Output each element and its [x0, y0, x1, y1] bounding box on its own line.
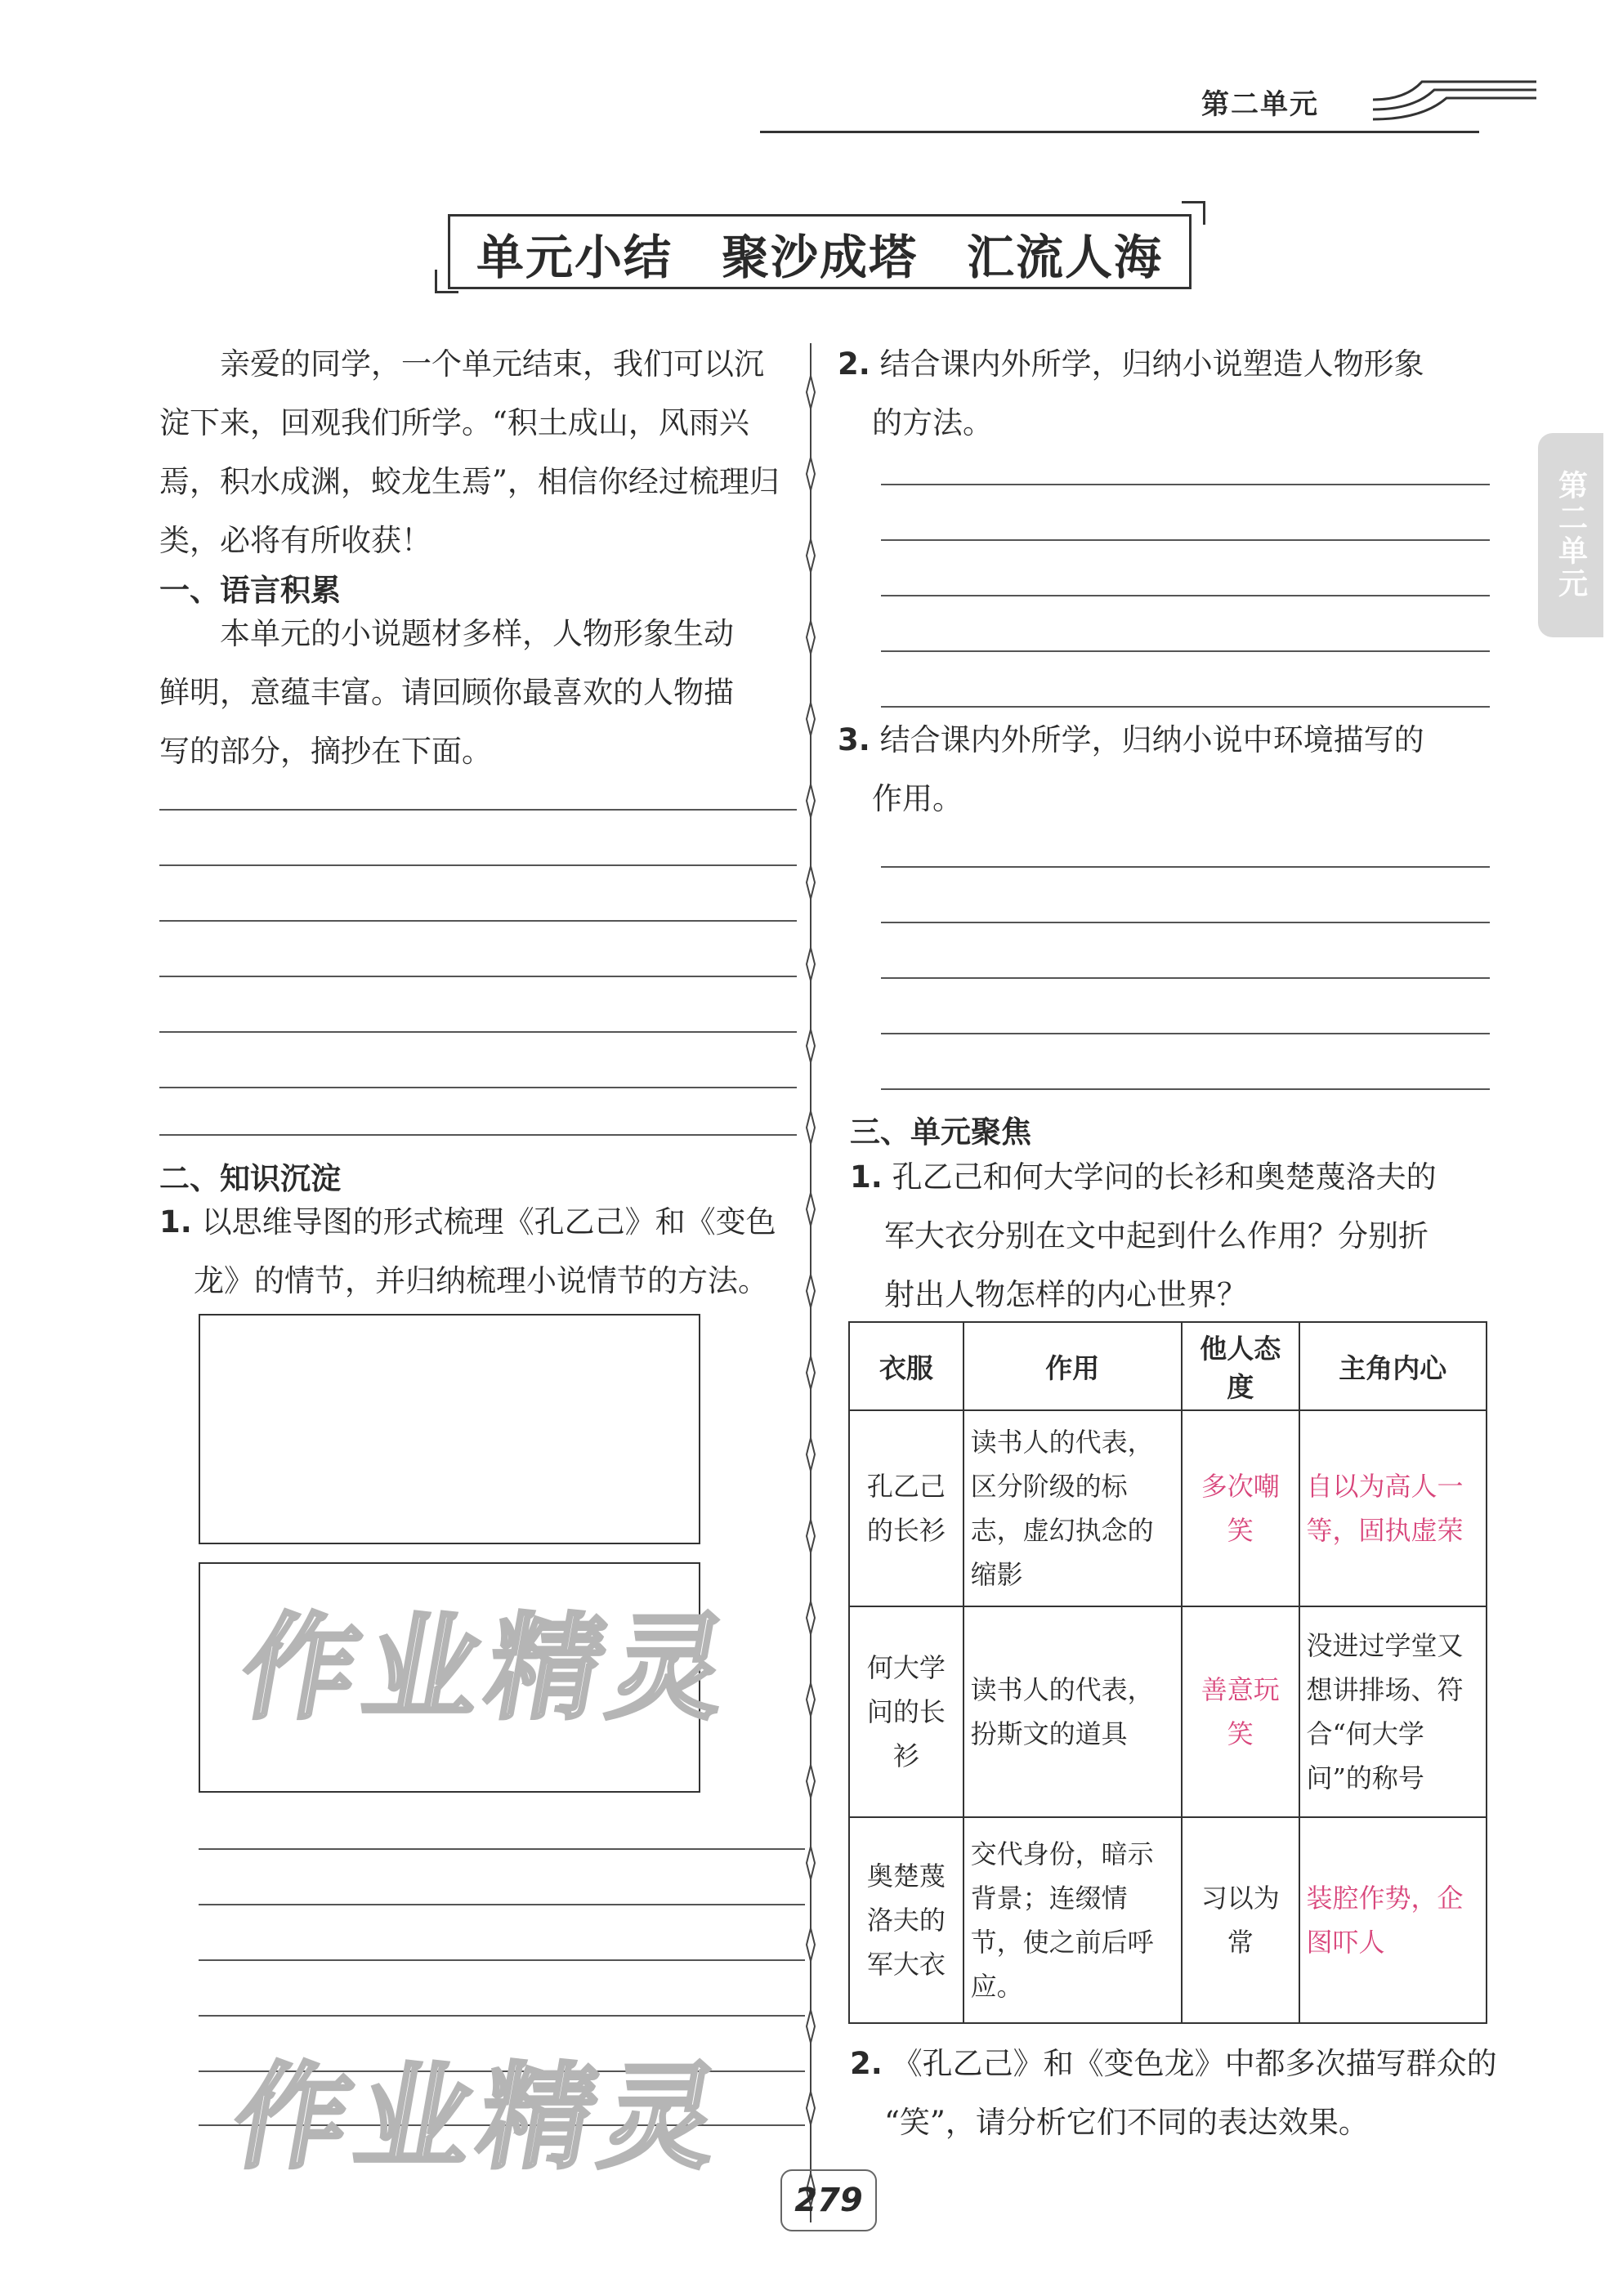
table-cell-inner: 装腔作势，企图吓人 — [1299, 1817, 1487, 2023]
section-heading-2: 二、知识沉淀 — [159, 1161, 341, 1196]
table-cell-attitude: 习以为常 — [1182, 1817, 1299, 2023]
page-title: 单元小结 聚沙成塔 汇流人海 — [476, 230, 1163, 285]
page-number: 279 — [780, 2169, 877, 2231]
question-line: 《孔乙己》和《变色龙》中都多次描写群众的 — [892, 2046, 1497, 2081]
question-line: 龙》的情节，并归纳梳理小说情节的方法。 — [194, 1263, 768, 1298]
table-cell-attitude: 多次嘲笑 — [1182, 1410, 1299, 1606]
section-heading-3: 三、单元聚焦 — [850, 1114, 1031, 1150]
question-number: 1. — [159, 1204, 192, 1240]
answer-line[interactable] — [159, 920, 797, 922]
question-number: 2. — [850, 2046, 883, 2081]
intro-paragraph — [159, 335, 805, 570]
answer-line[interactable] — [881, 977, 1490, 979]
section1-line: 写的部分，摘抄在下面。 — [159, 734, 492, 769]
table-cell-inner: 自以为高人一等，固执虚荣 — [1299, 1410, 1487, 1606]
table-cell-attitude: 善意玩笑 — [1182, 1606, 1299, 1817]
table-header-cell: 作用 — [964, 1322, 1182, 1410]
section1-line: 鲜明，意蕴丰富。请回顾你最喜欢的人物描 — [159, 675, 734, 710]
table-cell-role: 读书人的代表，区分阶级的标志，虚幻执念的缩影 — [964, 1410, 1182, 1606]
intro-line: 亲爱的同学，一个单元结束，我们可以沉 — [220, 346, 764, 382]
table-cell-item: 奥楚蔑洛夫的军大衣 — [849, 1817, 964, 2023]
question-line: 结合课内外所学，归纳小说塑造人物形象 — [879, 346, 1424, 382]
question-2-3 — [838, 711, 1491, 829]
question-number: 1. — [850, 1159, 883, 1195]
answer-line[interactable] — [159, 809, 797, 811]
table-header-row — [849, 1322, 1487, 1410]
table-cell-role: 读书人的代表，扮斯文的道具 — [964, 1606, 1182, 1817]
answer-line[interactable] — [881, 539, 1490, 541]
header-decoration-lines — [1373, 65, 1536, 131]
answer-line[interactable] — [881, 866, 1490, 868]
mind-map-box-1[interactable] — [199, 1314, 700, 1544]
answer-line[interactable] — [199, 2015, 805, 2017]
question-line: 的方法。 — [872, 405, 993, 440]
column-divider — [805, 343, 816, 2222]
question-3-1 — [850, 1148, 1504, 1324]
section1-paragraph — [159, 605, 805, 781]
question-line: 军大衣分别在文中起到什么作用？分别折 — [884, 1218, 1429, 1253]
section-heading-1: 一、语言积累 — [159, 573, 341, 608]
question-line: 以思维导图的形式梳理《孔乙己》和《变色 — [201, 1204, 776, 1240]
question-2-2 — [838, 335, 1491, 453]
table-header-cell: 他人态度 — [1182, 1322, 1299, 1410]
question-line: 结合课内外所学，归纳小说中环境描写的 — [879, 722, 1424, 757]
answer-line[interactable] — [159, 1031, 797, 1033]
table-row — [849, 1817, 1487, 2023]
question-2-1 — [159, 1193, 805, 1311]
answer-line[interactable] — [881, 1088, 1490, 1090]
watermark: 作业精灵 — [231, 1602, 746, 1735]
table-cell-item: 何大学问的长衫 — [849, 1606, 964, 1817]
table-header-cell: 衣服 — [849, 1322, 964, 1410]
answer-line[interactable] — [199, 1848, 805, 1850]
side-tab: 第二单元 — [1538, 433, 1603, 637]
clothing-table — [848, 1321, 1487, 2024]
answer-line[interactable] — [881, 922, 1490, 923]
answer-line[interactable] — [881, 484, 1490, 485]
header-rule — [760, 131, 1479, 133]
question-number: 2. — [838, 346, 870, 382]
question-line: 孔乙己和何大学问的长衫和奥楚蔑洛夫的 — [892, 1159, 1437, 1195]
intro-line: 淀下来，回观我们所学。“积土成山，风雨兴 — [159, 405, 749, 440]
section1-line: 本单元的小说题材多样，人物形象生动 — [220, 616, 734, 651]
question-number: 3. — [838, 722, 870, 757]
table-row — [849, 1410, 1487, 1606]
table-cell-item: 孔乙己的长衫 — [849, 1410, 964, 1606]
intro-line: 焉，积水成渊，蛟龙生焉”，相信你经过梳理归 — [159, 464, 780, 499]
answer-line[interactable] — [199, 1959, 805, 1961]
answer-line[interactable] — [881, 650, 1490, 652]
table-header-cell: 主角内心 — [1299, 1322, 1487, 1410]
question-line: 作用。 — [872, 781, 963, 816]
question-line: 射出人物怎样的内心世界？ — [884, 1277, 1247, 1312]
watermark: 作业精灵 — [223, 2052, 738, 2185]
answer-line[interactable] — [881, 1033, 1490, 1034]
answer-line[interactable] — [159, 1134, 797, 1136]
answer-line[interactable] — [159, 1087, 797, 1088]
answer-line[interactable] — [159, 976, 797, 977]
intro-line: 类，必将有所收获！ — [159, 523, 431, 558]
table-cell-inner: 没进过学堂又想讲排场、符合“何大学问”的称号 — [1299, 1606, 1487, 1817]
table-row — [849, 1606, 1487, 1817]
answer-line[interactable] — [881, 595, 1490, 596]
unit-header: 第二单元 — [1201, 88, 1319, 121]
answer-line[interactable] — [881, 706, 1490, 708]
answer-line[interactable] — [199, 1904, 805, 1905]
question-line: “笑”，请分析它们不同的表达效果。 — [884, 2105, 1369, 2140]
question-3-2 — [850, 2035, 1504, 2152]
answer-line[interactable] — [159, 864, 797, 866]
table-cell-role: 交代身份，暗示背景；连缀情节，使之前后呼应。 — [964, 1817, 1182, 2023]
